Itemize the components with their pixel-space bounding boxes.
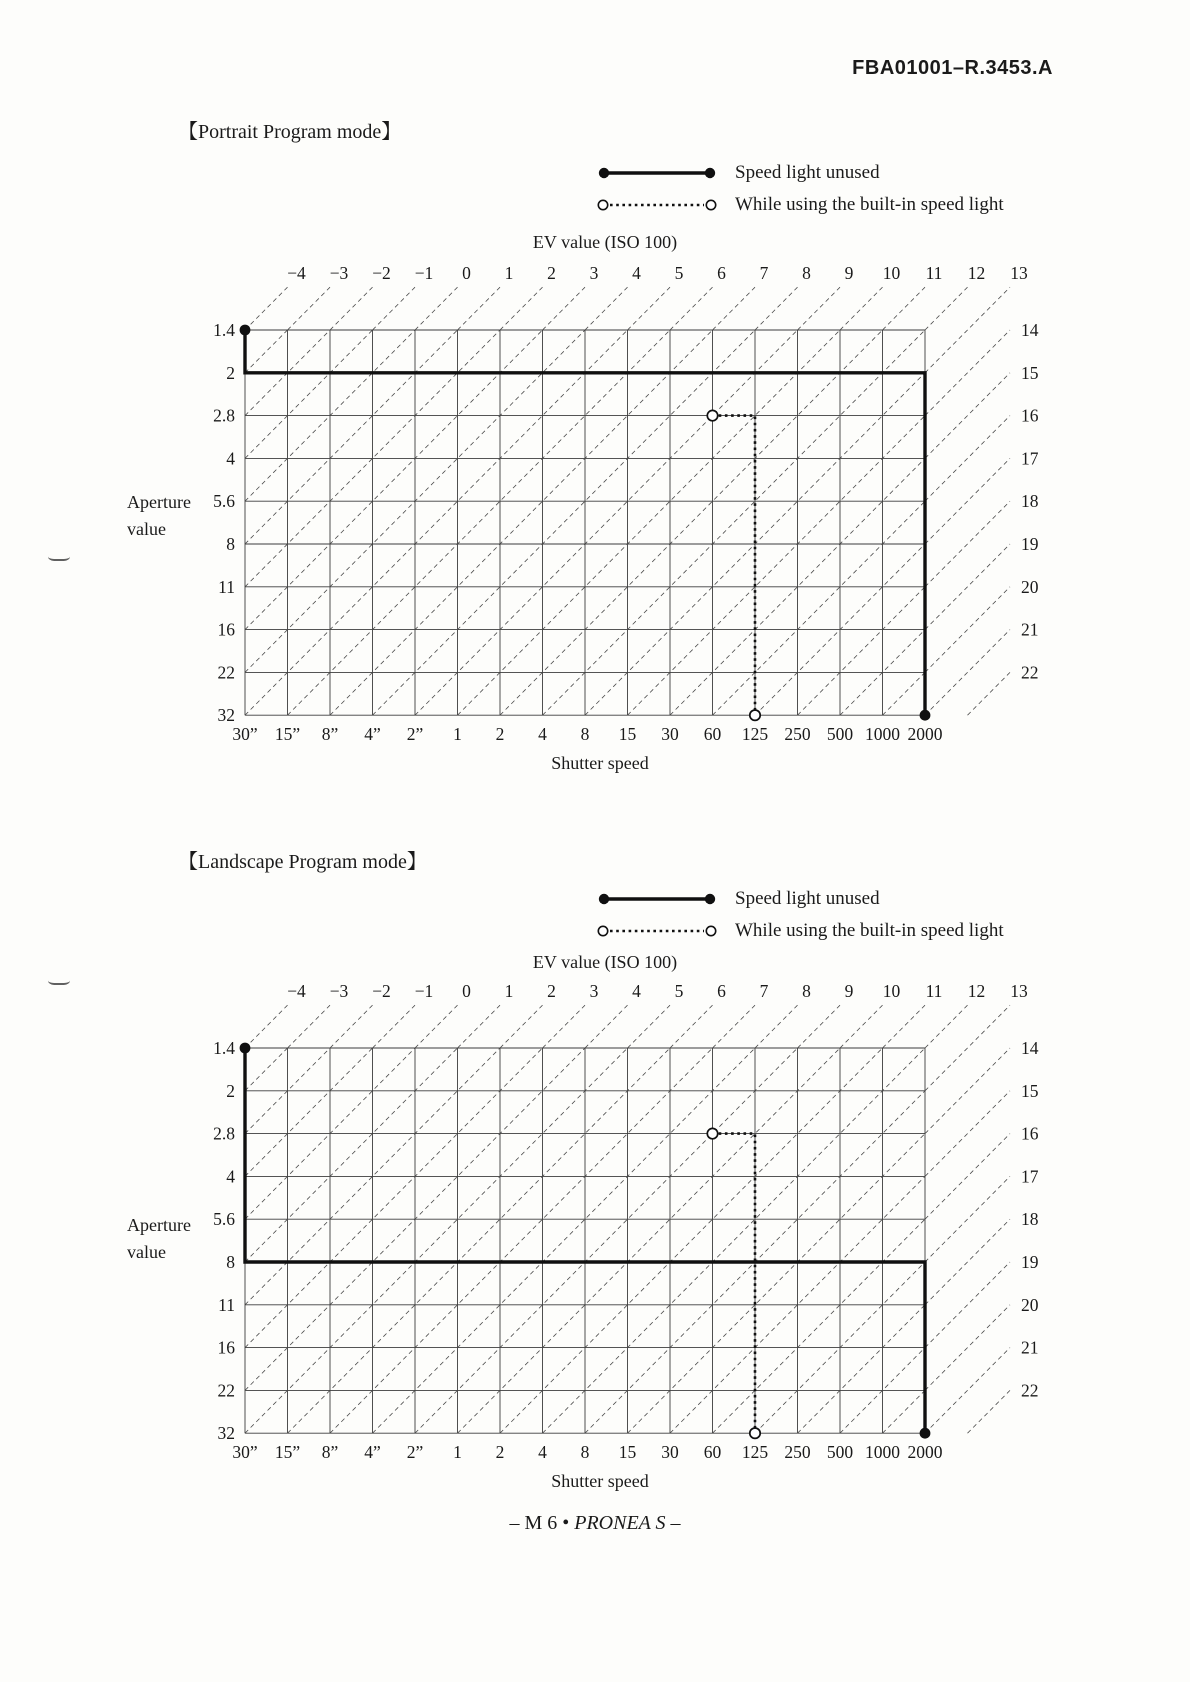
svg-text:22: 22 — [217, 662, 235, 683]
svg-text:8: 8 — [226, 1252, 235, 1272]
legend-label-dotted: While using the built-in speed light — [735, 920, 1004, 941]
svg-text:60: 60 — [703, 1442, 722, 1463]
svg-text:−2: −2 — [372, 981, 391, 1001]
margin-mark-top — [48, 552, 70, 561]
svg-text:10: 10 — [882, 981, 901, 1001]
svg-text:20: 20 — [1021, 1294, 1039, 1315]
legend-row-dotted — [596, 915, 1004, 947]
svg-text:2: 2 — [547, 981, 556, 1001]
svg-text:1.4: 1.4 — [213, 1038, 235, 1058]
svg-text:−2: −2 — [372, 263, 391, 283]
dotted-line-open-circles-icon — [596, 924, 718, 938]
svg-text:8: 8 — [802, 981, 811, 1001]
svg-text:7: 7 — [759, 981, 769, 1001]
svg-text:8”: 8” — [321, 724, 339, 745]
svg-text:−1: −1 — [414, 263, 434, 283]
svg-text:2: 2 — [495, 1442, 505, 1463]
svg-text:1000: 1000 — [865, 1442, 900, 1463]
legend-label-solid: Speed light unused — [735, 162, 880, 183]
landscape-legend — [596, 883, 1004, 947]
svg-text:16: 16 — [217, 619, 235, 640]
svg-text:4: 4 — [632, 263, 641, 283]
legend-row-dotted — [596, 189, 1004, 221]
svg-text:2: 2 — [495, 724, 505, 745]
svg-text:6: 6 — [717, 263, 726, 283]
svg-text:11: 11 — [218, 576, 235, 597]
svg-text:15: 15 — [1021, 1080, 1039, 1101]
svg-text:16: 16 — [1021, 405, 1039, 426]
footer-model-name: PRONEA S — [574, 1512, 666, 1534]
svg-text:22: 22 — [1021, 1380, 1039, 1401]
svg-text:5.6: 5.6 — [213, 491, 235, 512]
svg-text:3: 3 — [589, 263, 599, 283]
svg-text:9: 9 — [844, 981, 854, 1001]
svg-text:15: 15 — [618, 724, 637, 745]
svg-text:7: 7 — [759, 263, 769, 283]
svg-text:15: 15 — [618, 1442, 637, 1463]
svg-text:15: 15 — [1021, 362, 1039, 383]
svg-text:30: 30 — [661, 724, 679, 745]
svg-text:8: 8 — [226, 534, 235, 554]
svg-text:−3: −3 — [329, 263, 349, 283]
svg-text:Shutter speed: Shutter speed — [551, 753, 649, 774]
svg-text:20: 20 — [1021, 576, 1039, 597]
svg-text:−4: −4 — [287, 263, 306, 283]
solid-line-filled-dots-icon — [596, 166, 718, 180]
svg-text:12: 12 — [967, 263, 986, 283]
svg-text:5: 5 — [674, 263, 684, 283]
portrait-program-chart — [115, 258, 1055, 790]
svg-text:21: 21 — [1021, 619, 1039, 640]
svg-text:250: 250 — [784, 724, 811, 745]
svg-text:32: 32 — [217, 1423, 235, 1444]
svg-text:2000: 2000 — [907, 724, 943, 745]
svg-text:32: 32 — [217, 705, 235, 726]
legend-row-solid — [596, 157, 1004, 189]
svg-text:8: 8 — [580, 724, 590, 745]
svg-text:30: 30 — [661, 1442, 679, 1463]
ev-axis-title: EV value (ISO 100) — [532, 952, 678, 972]
ev-axis-title: EV value (ISO 100) — [532, 232, 678, 252]
svg-text:250: 250 — [784, 1442, 811, 1463]
svg-text:1: 1 — [453, 724, 462, 745]
landscape-chart-title: 【Landscape Program mode】 — [178, 851, 427, 873]
svg-text:4”: 4” — [364, 1442, 381, 1463]
svg-text:22: 22 — [1021, 662, 1039, 683]
aperture-axis-title-line1: Aperture — [127, 1215, 191, 1235]
portrait-chart-title: 【Portrait Program mode】 — [178, 121, 402, 143]
svg-text:13: 13 — [1010, 263, 1028, 283]
svg-text:8”: 8” — [321, 1442, 339, 1463]
svg-text:1.4: 1.4 — [213, 320, 235, 340]
svg-text:2.8: 2.8 — [213, 405, 235, 426]
svg-text:18: 18 — [1021, 491, 1039, 512]
svg-text:5: 5 — [674, 981, 684, 1001]
solid-line-filled-dots-icon — [596, 892, 718, 906]
svg-text:2”: 2” — [406, 724, 424, 745]
svg-text:6: 6 — [717, 981, 726, 1001]
svg-text:15”: 15” — [274, 724, 301, 745]
svg-text:30”: 30” — [232, 724, 258, 745]
svg-text:125: 125 — [741, 724, 769, 745]
svg-text:16: 16 — [217, 1337, 235, 1358]
svg-text:8: 8 — [802, 263, 811, 283]
svg-text:2000: 2000 — [907, 1442, 943, 1463]
legend-label-solid: Speed light unused — [735, 888, 880, 909]
svg-text:12: 12 — [967, 981, 986, 1001]
svg-text:60: 60 — [703, 724, 722, 745]
svg-text:5.6: 5.6 — [213, 1209, 235, 1230]
svg-text:1: 1 — [504, 981, 514, 1001]
svg-text:−4: −4 — [287, 981, 306, 1001]
svg-text:21: 21 — [1021, 1337, 1039, 1358]
svg-text:19: 19 — [1021, 1252, 1039, 1272]
svg-text:125: 125 — [741, 1442, 769, 1463]
margin-mark-bottom — [48, 976, 70, 985]
svg-text:4: 4 — [538, 1442, 547, 1463]
legend-row-solid — [596, 883, 1004, 915]
svg-text:2: 2 — [226, 362, 235, 383]
svg-text:4: 4 — [226, 1166, 235, 1187]
svg-text:1: 1 — [453, 1442, 462, 1463]
svg-text:3: 3 — [589, 981, 599, 1001]
svg-text:2: 2 — [226, 1080, 235, 1101]
svg-text:500: 500 — [826, 724, 854, 745]
svg-text:11: 11 — [925, 981, 943, 1001]
svg-text:500: 500 — [826, 1442, 854, 1463]
svg-text:18: 18 — [1021, 1209, 1039, 1230]
aperture-axis-title-line1: Aperture — [127, 492, 191, 512]
svg-text:11: 11 — [218, 1294, 235, 1315]
svg-text:2”: 2” — [406, 1442, 424, 1463]
svg-text:1: 1 — [504, 263, 514, 283]
svg-text:2: 2 — [547, 263, 556, 283]
svg-text:4: 4 — [632, 981, 641, 1001]
svg-text:1000: 1000 — [865, 724, 900, 745]
svg-text:11: 11 — [925, 263, 943, 283]
svg-text:15”: 15” — [274, 1442, 301, 1463]
page-footer — [0, 1512, 1190, 1535]
aperture-axis-title-line2: value — [127, 519, 166, 539]
document-code: FBA01001–R.3453.A — [852, 57, 1053, 79]
svg-text:−1: −1 — [414, 981, 434, 1001]
footer-prefix: – M 6 • — [509, 1512, 570, 1534]
svg-text:9: 9 — [844, 263, 854, 283]
svg-text:30”: 30” — [232, 1442, 258, 1463]
svg-text:14: 14 — [1021, 320, 1039, 340]
landscape-program-chart — [115, 976, 1055, 1508]
legend-label-dotted: While using the built-in speed light — [735, 194, 1004, 215]
svg-text:13: 13 — [1010, 981, 1028, 1001]
dotted-line-open-circles-icon — [596, 198, 718, 212]
svg-text:4”: 4” — [364, 724, 381, 745]
portrait-legend — [596, 157, 1004, 221]
footer-suffix: – — [670, 1512, 681, 1534]
svg-text:17: 17 — [1021, 1166, 1039, 1187]
svg-text:14: 14 — [1021, 1038, 1039, 1058]
svg-text:17: 17 — [1021, 448, 1039, 469]
svg-text:8: 8 — [580, 1442, 590, 1463]
svg-text:−3: −3 — [329, 981, 349, 1001]
svg-text:10: 10 — [882, 263, 901, 283]
svg-text:22: 22 — [217, 1380, 235, 1401]
svg-text:0: 0 — [462, 263, 471, 283]
svg-text:0: 0 — [462, 981, 471, 1001]
svg-text:2.8: 2.8 — [213, 1123, 235, 1144]
aperture-axis-title-line2: value — [127, 1242, 166, 1262]
svg-text:4: 4 — [538, 724, 547, 745]
svg-text:Shutter speed: Shutter speed — [551, 1471, 649, 1492]
svg-text:4: 4 — [226, 448, 235, 469]
svg-text:16: 16 — [1021, 1123, 1039, 1144]
svg-text:19: 19 — [1021, 534, 1039, 554]
